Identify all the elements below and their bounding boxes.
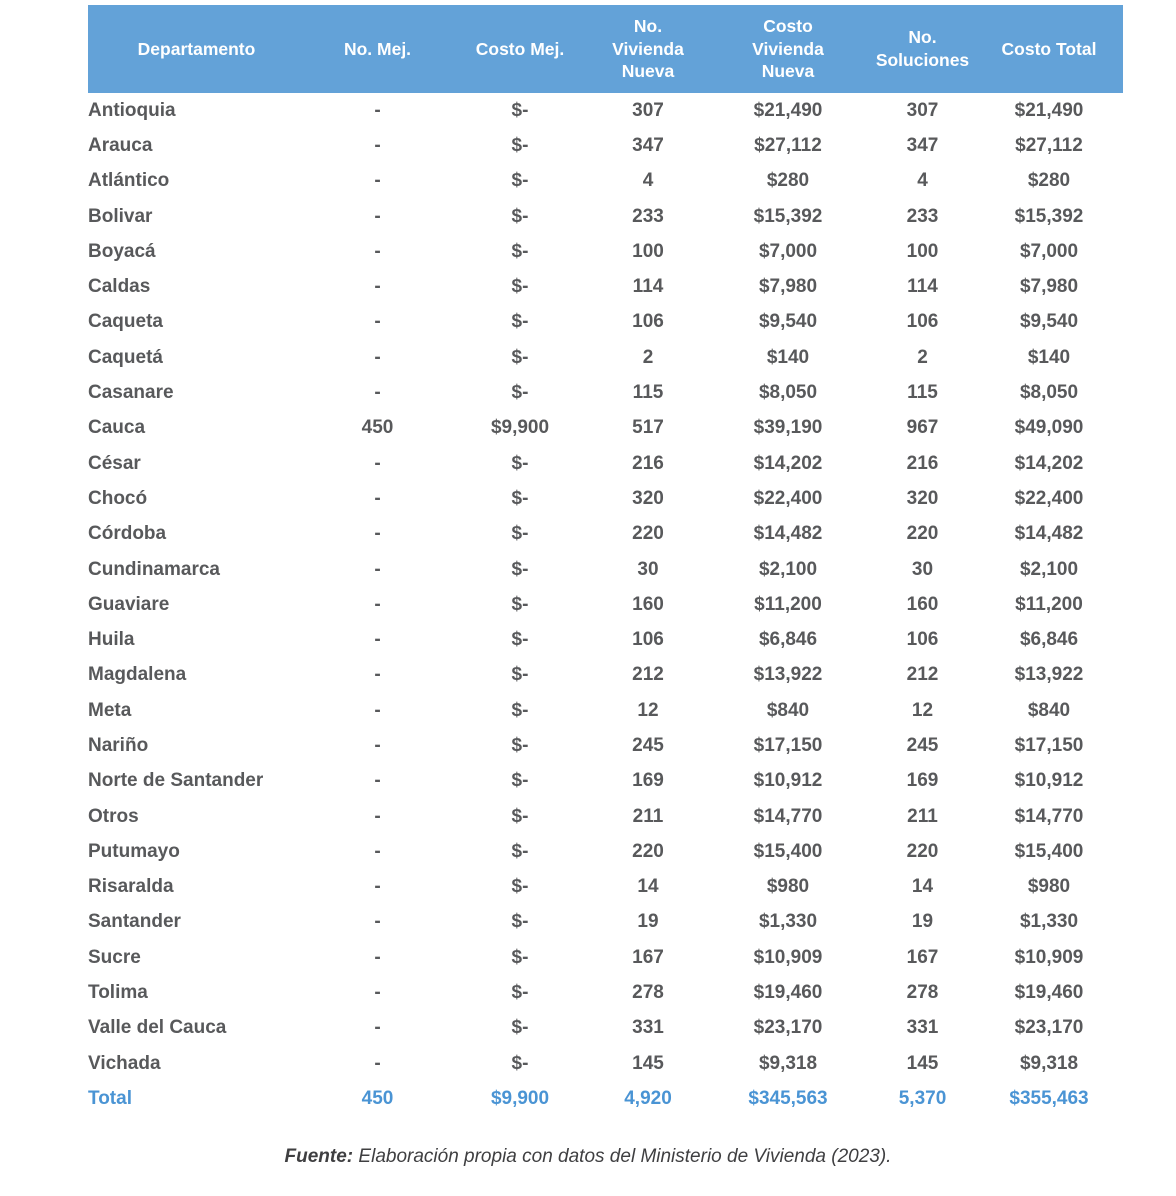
- table-row: [88, 587, 1123, 622]
- column-header-costo-vivienda-nueva: [706, 5, 870, 93]
- cell-no-vivienda-nueva: 331: [632, 1017, 664, 1039]
- cell-no-mej: -: [374, 982, 381, 1004]
- cell-costo-total: $14,770: [1014, 805, 1084, 827]
- cell-departamento: Putumayo: [88, 840, 180, 862]
- table-row: [88, 128, 1123, 163]
- cell-no-vivienda-nueva: 106: [632, 311, 664, 333]
- cell-no-vivienda-nueva: 160: [632, 593, 664, 615]
- cell-departamento: Meta: [88, 699, 132, 721]
- cell-costo-mej: $-: [511, 99, 529, 121]
- cell-costo-vivienda-nueva: $22,400: [753, 487, 823, 509]
- column-header-costo-total: [975, 5, 1123, 93]
- cell-costo-vivienda-nueva: $345,563: [748, 1087, 828, 1109]
- cell-costo-vivienda-nueva: $7,000: [758, 240, 818, 262]
- cell-no-soluciones: 145: [906, 1052, 939, 1074]
- cell-costo-mej: $-: [511, 1052, 529, 1074]
- column-header-costo-mej: [450, 5, 590, 93]
- cell-no-soluciones: 169: [906, 770, 939, 792]
- cell-departamento: Valle del Cauca: [88, 1017, 227, 1039]
- cell-no-vivienda-nueva: 2: [642, 346, 654, 368]
- cell-costo-mej: $-: [511, 523, 529, 545]
- cell-no-vivienda-nueva: 114: [632, 276, 664, 298]
- cell-no-soluciones: 4: [917, 170, 928, 192]
- cell-no-vivienda-nueva: 278: [632, 982, 664, 1004]
- cell-costo-total: $13,922: [1014, 664, 1084, 686]
- cell-no-mej: -: [374, 134, 381, 156]
- cell-departamento: Arauca: [88, 134, 153, 156]
- cell-departamento: Chocó: [88, 487, 148, 509]
- cell-no-soluciones: 233: [906, 205, 939, 227]
- cell-no-soluciones: 220: [906, 840, 939, 862]
- cell-no-mej: -: [374, 805, 381, 827]
- table-row: [88, 622, 1123, 657]
- cell-costo-mej: $-: [511, 770, 529, 792]
- cell-no-mej: -: [374, 205, 381, 227]
- column-header-no-mej: [305, 5, 450, 93]
- cell-no-soluciones: 220: [906, 523, 939, 545]
- source-note-label: Fuente:: [284, 1146, 354, 1167]
- cell-costo-total: $22,400: [1014, 487, 1084, 509]
- table-row: [88, 481, 1123, 516]
- cell-departamento: Córdoba: [88, 523, 167, 545]
- cell-no-soluciones: 115: [907, 382, 938, 404]
- cell-costo-mej: $-: [511, 946, 529, 968]
- cell-no-soluciones: 967: [906, 417, 939, 439]
- cell-no-mej: -: [374, 946, 381, 968]
- table-row: [88, 517, 1123, 552]
- cell-costo-total: $15,400: [1014, 840, 1084, 862]
- cell-departamento: Guaviare: [88, 593, 170, 615]
- source-note-text: Elaboración propia con datos del Ministerio de Vivienda (2023).: [353, 1146, 892, 1167]
- cell-no-vivienda-nueva: 347: [632, 134, 664, 156]
- cell-departamento: Risaralda: [88, 876, 174, 898]
- table-row: [88, 975, 1123, 1010]
- housing-solutions-table: [88, 5, 1123, 1117]
- cell-no-vivienda-nueva: 12: [637, 699, 659, 721]
- cell-costo-vivienda-nueva: $15,392: [753, 205, 823, 227]
- cell-costo-mej: $-: [511, 311, 529, 333]
- cell-no-vivienda-nueva: 4: [642, 170, 654, 192]
- cell-costo-vivienda-nueva: $15,400: [753, 840, 823, 862]
- cell-costo-vivienda-nueva: $27,112: [754, 134, 822, 156]
- cell-costo-vivienda-nueva: $9,318: [758, 1052, 818, 1074]
- table-row: [88, 269, 1123, 304]
- cell-no-soluciones: 106: [906, 311, 939, 333]
- cell-no-vivienda-nueva: 216: [632, 452, 664, 474]
- cell-costo-vivienda-nueva: $39,190: [753, 417, 823, 439]
- cell-no-mej: -: [374, 382, 381, 404]
- cell-no-soluciones: 106: [906, 629, 939, 651]
- cell-no-vivienda-nueva: 145: [632, 1052, 664, 1074]
- cell-costo-mej: $-: [511, 487, 529, 509]
- cell-no-vivienda-nueva: 169: [632, 770, 664, 792]
- cell-costo-total: $49,090: [1014, 417, 1084, 439]
- table-row: [88, 834, 1123, 869]
- cell-costo-mej: $-: [511, 382, 529, 404]
- cell-costo-vivienda-nueva: $6,846: [758, 629, 818, 651]
- cell-departamento: Antioquia: [88, 99, 176, 121]
- cell-departamento: Atlántico: [88, 170, 170, 192]
- cell-costo-vivienda-nueva: $140: [766, 346, 810, 368]
- cell-departamento: Caqueta: [88, 311, 163, 333]
- cell-costo-total: $14,202: [1014, 452, 1084, 474]
- cell-departamento: Cauca: [88, 417, 146, 439]
- table-row: [88, 199, 1123, 234]
- table-row: [88, 305, 1123, 340]
- cell-no-soluciones: 167: [906, 946, 939, 968]
- cell-no-soluciones: 347: [906, 134, 939, 156]
- cell-costo-mej: $-: [511, 346, 529, 368]
- table-total-row: [88, 1081, 1123, 1116]
- cell-costo-mej: $-: [511, 982, 529, 1004]
- table-row: [88, 764, 1123, 799]
- column-header-label: Departamento: [137, 38, 256, 59]
- table-row: [88, 1046, 1123, 1081]
- cell-no-soluciones: 307: [906, 99, 939, 121]
- cell-no-mej: -: [374, 276, 381, 298]
- cell-costo-total: $355,463: [1009, 1087, 1089, 1109]
- cell-no-soluciones: 30: [911, 558, 934, 580]
- cell-no-mej: -: [374, 699, 381, 721]
- cell-costo-mej: $-: [511, 593, 529, 615]
- cell-costo-mej: $-: [511, 805, 529, 827]
- cell-departamento: Vichada: [88, 1052, 161, 1074]
- column-header-label: No. Soluciones: [875, 27, 970, 70]
- cell-costo-total: $2,100: [1019, 558, 1079, 580]
- column-header-no-vivienda-nueva: [590, 5, 706, 93]
- cell-no-mej: 450: [361, 417, 394, 439]
- cell-costo-vivienda-nueva: $9,540: [758, 311, 818, 333]
- cell-no-vivienda-nueva: 4,920: [624, 1087, 672, 1109]
- cell-no-mej: -: [374, 346, 381, 368]
- cell-departamento: Santander: [88, 911, 181, 933]
- cell-departamento: Otros: [88, 805, 139, 827]
- cell-no-soluciones: 216: [906, 452, 939, 474]
- cell-departamento: Boyacá: [88, 240, 156, 262]
- table-row: [88, 234, 1123, 269]
- column-header-label: Costo Total: [1001, 38, 1097, 59]
- cell-departamento: Norte de Santander: [88, 770, 264, 792]
- cell-costo-total: $10,909: [1014, 946, 1084, 968]
- cell-costo-vivienda-nueva: $1,330: [758, 911, 818, 933]
- cell-no-soluciones: 14: [911, 876, 934, 898]
- column-header-departamento: [88, 5, 305, 93]
- cell-costo-total: $980: [1027, 876, 1071, 898]
- cell-costo-vivienda-nueva: $8,050: [758, 382, 818, 404]
- cell-costo-vivienda-nueva: $13,922: [753, 664, 823, 686]
- column-header-label: Costo Mej.: [475, 38, 565, 59]
- cell-costo-mej: $-: [511, 629, 529, 651]
- cell-no-mej: -: [374, 840, 381, 862]
- cell-costo-total: $14,482: [1014, 523, 1084, 545]
- cell-no-vivienda-nueva: 167: [632, 946, 664, 968]
- cell-costo-mej: $-: [511, 134, 529, 156]
- cell-no-mej: -: [374, 1052, 381, 1074]
- cell-costo-vivienda-nueva: $280: [766, 170, 810, 192]
- cell-departamento: Bolivar: [88, 205, 153, 227]
- cell-no-vivienda-nueva: 220: [632, 523, 664, 545]
- table-body: [88, 93, 1123, 1117]
- cell-no-vivienda-nueva: 233: [632, 205, 664, 227]
- cell-costo-mej: $-: [511, 734, 529, 756]
- cell-no-vivienda-nueva: 307: [632, 99, 664, 121]
- cell-departamento: Nariño: [88, 734, 149, 756]
- cell-departamento: Caquetá: [88, 346, 163, 368]
- cell-no-mej: -: [374, 629, 381, 651]
- cell-no-soluciones: 212: [906, 664, 939, 686]
- cell-costo-vivienda-nueva: $14,770: [753, 805, 823, 827]
- cell-costo-mej: $-: [511, 911, 529, 933]
- table-row: [88, 93, 1123, 128]
- cell-no-mej: -: [374, 734, 381, 756]
- cell-costo-total: $8,050: [1019, 382, 1079, 404]
- cell-costo-vivienda-nueva: $14,482: [753, 523, 823, 545]
- cell-no-soluciones: 278: [906, 982, 939, 1004]
- cell-no-vivienda-nueva: 115: [632, 382, 664, 404]
- cell-costo-mej: $-: [511, 1017, 529, 1039]
- cell-costo-mej: $-: [511, 170, 529, 192]
- cell-no-mej: 450: [361, 1087, 394, 1109]
- cell-costo-vivienda-nueva: $980: [766, 876, 810, 898]
- cell-no-vivienda-nueva: 517: [632, 417, 664, 439]
- cell-costo-total: $17,150: [1014, 734, 1084, 756]
- cell-departamento: Sucre: [88, 946, 141, 968]
- cell-no-soluciones: 245: [906, 734, 939, 756]
- cell-no-vivienda-nueva: 100: [632, 240, 664, 262]
- cell-departamento: Caldas: [88, 276, 151, 298]
- table-row: [88, 446, 1123, 481]
- cell-costo-total: $11,200: [1015, 593, 1083, 615]
- table-header-row: [88, 5, 1123, 93]
- cell-costo-vivienda-nueva: $11,200: [754, 593, 822, 615]
- column-header-no-soluciones: [870, 5, 975, 93]
- cell-no-vivienda-nueva: 106: [632, 629, 664, 651]
- cell-costo-mej: $-: [511, 276, 529, 298]
- cell-costo-total: $1,330: [1019, 911, 1079, 933]
- cell-no-vivienda-nueva: 245: [632, 734, 664, 756]
- cell-costo-vivienda-nueva: $10,912: [753, 770, 823, 792]
- table-row: [88, 1011, 1123, 1046]
- cell-no-soluciones: 5,370: [898, 1087, 947, 1109]
- table-row: [88, 728, 1123, 763]
- table-row: [88, 164, 1123, 199]
- cell-costo-total: $140: [1027, 346, 1071, 368]
- table-row: [88, 870, 1123, 905]
- cell-departamento: Magdalena: [88, 664, 187, 686]
- cell-departamento: Casanare: [88, 382, 174, 404]
- cell-no-mej: -: [374, 876, 381, 898]
- table-row: [88, 799, 1123, 834]
- column-header-label: No. Mej.: [343, 38, 412, 59]
- cell-no-vivienda-nueva: 212: [632, 664, 664, 686]
- cell-costo-total: $7,000: [1019, 240, 1079, 262]
- cell-no-mej: -: [374, 487, 381, 509]
- table-row: [88, 411, 1123, 446]
- cell-costo-mej: $-: [511, 205, 529, 227]
- cell-costo-vivienda-nueva: $840: [766, 699, 810, 721]
- cell-costo-total: $21,490: [1014, 99, 1084, 121]
- cell-no-soluciones: 320: [906, 487, 939, 509]
- cell-costo-mej: $-: [511, 452, 529, 474]
- cell-costo-total: $19,460: [1014, 982, 1084, 1004]
- cell-no-mej: -: [374, 593, 381, 615]
- cell-no-soluciones: 100: [906, 240, 939, 262]
- cell-costo-vivienda-nueva: $23,170: [753, 1017, 823, 1039]
- cell-costo-mej: $9,900: [490, 417, 550, 439]
- cell-costo-mej: $-: [511, 240, 529, 262]
- cell-costo-vivienda-nueva: $2,100: [758, 558, 818, 580]
- cell-no-soluciones: 160: [906, 593, 939, 615]
- cell-costo-vivienda-nueva: $7,980: [758, 276, 818, 298]
- cell-departamento: Total: [88, 1087, 132, 1109]
- table-row: [88, 375, 1123, 410]
- cell-departamento: Huila: [88, 629, 135, 651]
- cell-no-soluciones: 114: [907, 276, 938, 298]
- table-row: [88, 905, 1123, 940]
- cell-no-mej: -: [374, 1017, 381, 1039]
- cell-costo-mej: $-: [511, 840, 529, 862]
- cell-costo-vivienda-nueva: $10,909: [753, 946, 823, 968]
- cell-costo-total: $23,170: [1014, 1017, 1084, 1039]
- cell-costo-mej: $-: [511, 664, 529, 686]
- cell-no-vivienda-nueva: 30: [637, 558, 659, 580]
- cell-no-mej: -: [374, 99, 381, 121]
- cell-costo-total: $7,980: [1019, 276, 1079, 298]
- cell-costo-total: $840: [1027, 699, 1071, 721]
- cell-no-vivienda-nueva: 320: [632, 487, 664, 509]
- cell-costo-vivienda-nueva: $14,202: [753, 452, 823, 474]
- cell-no-mej: -: [374, 240, 381, 262]
- cell-no-mej: -: [374, 664, 381, 686]
- cell-no-mej: -: [374, 911, 381, 933]
- cell-costo-vivienda-nueva: $19,460: [753, 982, 823, 1004]
- cell-costo-mej: $9,900: [490, 1087, 550, 1109]
- table-row: [88, 552, 1123, 587]
- cell-costo-mej: $-: [511, 558, 529, 580]
- cell-no-mej: -: [374, 523, 381, 545]
- cell-no-soluciones: 12: [911, 699, 934, 721]
- cell-no-mej: -: [374, 452, 381, 474]
- cell-costo-total: $27,112: [1015, 134, 1083, 156]
- cell-no-mej: -: [374, 770, 381, 792]
- cell-no-soluciones: 19: [911, 911, 934, 933]
- cell-no-mej: -: [374, 170, 381, 192]
- cell-no-vivienda-nueva: 220: [632, 840, 664, 862]
- cell-no-soluciones: 211: [907, 805, 938, 827]
- cell-departamento: César: [88, 452, 141, 474]
- cell-costo-vivienda-nueva: $21,490: [753, 99, 823, 121]
- cell-costo-vivienda-nueva: $17,150: [753, 734, 823, 756]
- source-note: [0, 1146, 1176, 1168]
- cell-no-vivienda-nueva: 19: [637, 911, 659, 933]
- cell-no-mej: -: [374, 311, 381, 333]
- table-row: [88, 693, 1123, 728]
- table-row: [88, 340, 1123, 375]
- cell-costo-total: $280: [1027, 170, 1071, 192]
- cell-costo-total: $10,912: [1014, 770, 1084, 792]
- cell-departamento: Tolima: [88, 982, 148, 1004]
- cell-costo-mej: $-: [511, 699, 529, 721]
- cell-costo-total: $9,540: [1019, 311, 1079, 333]
- cell-departamento: Cundinamarca: [88, 558, 220, 580]
- table-row: [88, 940, 1123, 975]
- cell-costo-total: $9,318: [1019, 1052, 1079, 1074]
- cell-costo-total: $6,846: [1019, 629, 1079, 651]
- cell-no-soluciones: 331: [906, 1017, 939, 1039]
- table-row: [88, 658, 1123, 693]
- column-header-label: No. Vivienda Nueva: [612, 15, 684, 82]
- cell-no-vivienda-nueva: 211: [632, 805, 664, 827]
- cell-costo-mej: $-: [511, 876, 529, 898]
- cell-no-mej: -: [374, 558, 381, 580]
- cell-no-soluciones: 2: [917, 346, 928, 368]
- cell-costo-total: $15,392: [1014, 205, 1084, 227]
- cell-no-vivienda-nueva: 14: [637, 876, 659, 898]
- column-header-label: Costo Vivienda Nueva: [752, 15, 824, 82]
